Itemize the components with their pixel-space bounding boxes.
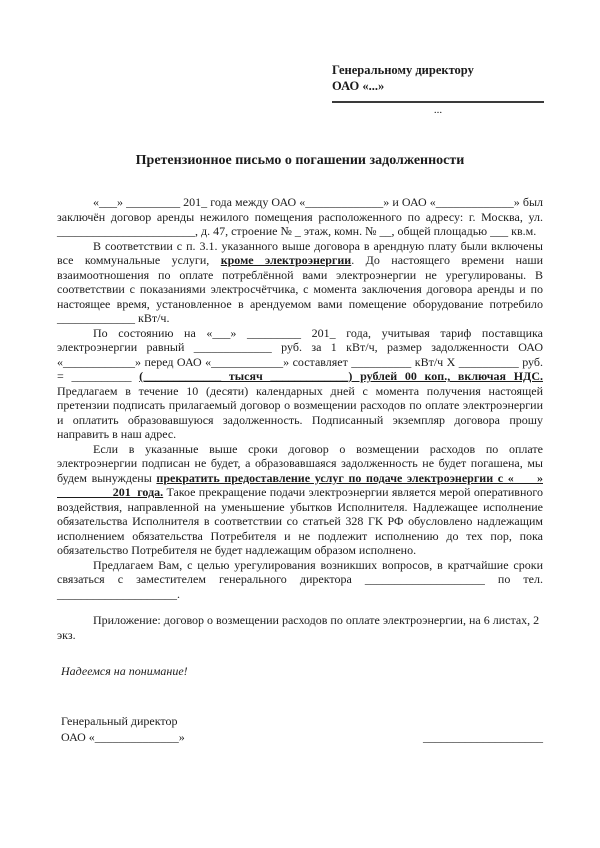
document-title: Претензионное письмо о погашении задолженности <box>135 153 465 168</box>
recipient-company: ОАО «...» <box>332 79 385 93</box>
paragraph-termination-warning <box>57 442 543 558</box>
paragraph-lease-contract: «___» _________ 201_ года между ОАО «_____________» и ОАО «_____________» был заключён договор аренды нежилого помещения расположенного по адресу: г. Москва, ул. _______________________, д. 47, строение № _ этаж, комн. № __, общей площадью ___ кв.м. <box>57 195 543 238</box>
closing-note: Надеемся на понимание! <box>61 664 188 678</box>
signature-line: ____________________ <box>423 730 543 744</box>
paragraph-termination-text-pre: Если в указанные выше сроки договор о возмещении расходов по оплате электроэнергии подписан не будет, а образовавшаяся задолженность не будет погашена, мы будем вынуждены <box>57 441 543 485</box>
document-body <box>57 195 543 679</box>
signature-block <box>57 713 543 745</box>
signature-left-column <box>57 713 185 745</box>
signatory-company: ОАО «______________» <box>61 729 185 744</box>
paragraph-termination-text-post: Такое прекращение подачи электроэнергии является мерой оперативного воздействия, направленной на уменьшение убытков Исполнителя. Надлежащее исполнение обязательства Исполнителя в соответствии со статьей 328 ГК РФ обусловлено надлежащим исполнением обязательства Потребителя и не подлежит исполнению до тех пор, пока обязательство Потребителя не будет надлежащим образом исполнено. <box>57 485 543 557</box>
paragraph-utilities-emphasis: кроме электроэнергии <box>220 253 352 267</box>
signatory-position: Генеральный директор <box>61 713 178 728</box>
paragraph-utilities <box>57 239 543 326</box>
recipient-title: Генеральному директору <box>332 63 474 77</box>
paragraph-contact-offer: Предлагаем Вам, с целью урегулирования возникших вопросов, в кратчайшие сроки связаться с заместителем генерального директора ____________________ по тел. ____________________. <box>57 557 543 601</box>
paragraph-debt-amount <box>57 326 543 442</box>
recipient-block <box>332 62 544 116</box>
recipient-fill-rule <box>332 101 544 103</box>
paragraph-debt-amount-text-pre: По состоянию на «___» _________ 201_ года, учитывая тариф поставщика электроэнергии равный _____________ руб. за 1 кВт/ч, размер задолженности ОАО «____________» перед ОАО «____________» составляет __________ кВт/ч Х __________ руб. = __________ <box>57 325 543 383</box>
paragraph-utilities-text-post: . До настоящего времени наши взаимоотношения по оплате потреблённой вами электроэнергии не урегулированы. В соответствии с показаниями электросчётчика, с момента заключения договора аренды и по настоящее время, установленное в арендуемом вами помещение оборудование потребило _____________ кВт/ч. <box>57 253 544 325</box>
paragraph-debt-amount-emphasis: (_____________ тысяч _____________) рублей 00 коп., включая НДС. <box>139 369 543 383</box>
recipient-ellipsis: ... <box>433 104 443 116</box>
paragraph-debt-amount-text-post: Предлагаем в течение 10 (десяти) календарных дней с момента получения настоящей претензии подписать прилагаемый договор о возмещении расходов по оплате электроэнергии и оплатить образовавшуюся задолженность. Подписанный экземпляр договора прошу направить в наш адрес. <box>57 383 543 441</box>
paragraph-termination-emphasis: прекратить предоставление услуг по подаче электроэнергии с « » 201 года. <box>57 470 543 499</box>
attachment-note: Приложение: договор о возмещении расходов по оплате электроэнергии, на 6 листах, 2 экз. <box>57 613 540 642</box>
paragraph-utilities-text-pre: В соответствии с п. 3.1. указанного выше договора в арендную плату были включены все коммунальные услуги, <box>57 238 543 267</box>
